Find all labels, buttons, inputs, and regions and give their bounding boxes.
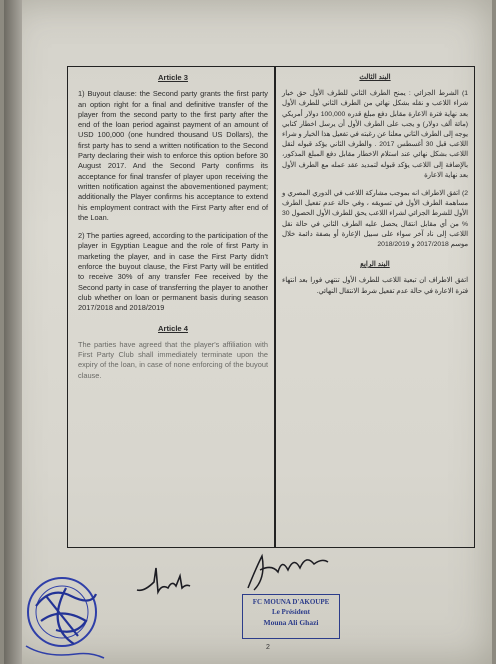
stamp-title: Le Président	[272, 608, 310, 616]
arabic-article-4-heading: البند الرابع	[360, 261, 390, 269]
club-president-stamp	[242, 594, 340, 639]
document-page	[4, 0, 492, 664]
arabic-article-4-text: اتفق الاطراف ان تبعية اللاعب للطرف الأول تنتهي فورا بعد انتهاء فترة الاعارة في حالة عدم تفعيل شرط الانتقال النهائي.	[282, 277, 468, 295]
contract-table	[67, 66, 475, 548]
page-binding-edge	[4, 0, 22, 664]
arabic-article-3-heading: البند الثالث	[359, 74, 391, 81]
arabic-article-3-clause-1: 1) الشرط الجزائي : يمنح الطرف الثاني للطرف الأول حق خيار شراء اللاعب و نقله بشكل نهائي من الطرف الثاني للطرف الأول بعد نهاية فترة الاعارة مقابل دفع مبلغ قدره 100,000 دولار أمريكي (مائة ألف دولار) و يجب على الطرف الأول أن يرسل اخطار كتابي يوجه إلى الطرف الثاني معلنا عن رغبته في تفعيل هذا الخيار و شراء اللاعب قبل 30 أغسطس 2017 . والطرف الثاني يؤكد قبوله لنقل اللاعب بشكل نهائي عند استلام الاخطار مقابل دفع المبلغ المذكور، بالإضافة إلى اللاعب يؤكد قبوله لتمديد عقد عمله مع الطرف الأول بعد نهاية الاعارة	[282, 90, 468, 179]
stamp-name: Mouna Ali Ghazi	[263, 618, 319, 627]
signature-1	[132, 562, 192, 602]
article-4-heading: Article 4	[158, 323, 188, 333]
stamp-club-name: FC MOUNA D'AKOUPE	[252, 598, 330, 606]
english-column	[68, 67, 274, 547]
page-number: 2	[266, 644, 270, 651]
arabic-column	[276, 67, 476, 547]
article-3-clause-2: 2) The parties agreed, according to the participation of the player in Egyptian League and the role of first Party in marketing the player, and in case the First Party didn't enforce the buyout clause, the First Party will be entitled to receive 30% of any transfer Fee received by the Second party in case of transferring the player to another club whether on loan or permanent basis during season 2017/2018 and 2018/2019	[78, 231, 268, 313]
article-3-clause-1: 1) Buyout clause: the Second party grants the first party an option right for a final and definitive transfer of the player from the second party to the first party after the end of the loan period against payment of an amount of USD 100,000 (one hundred thousand US Dollars), the first party has to send a written notification to the Second Party declaring their wish to enforce this option before 30 August 2017. And the Second Party confirms its acceptance for final transfer of player upon receiving the written notification against the abovementioned payment; additionally the Player confirms his acceptance to extend his employment contract with the First Party after end of the Loan.	[78, 89, 268, 222]
arabic-article-3-clause-2: 2) اتفق الاطراف انه بموجب مشاركة اللاعب في الدوري المصري و مساهمة الطرف الأول في تسويقه ، وفي حالة عدم تفعيل الطرف الأول للشرط الجزائي لشراء اللاعب يحق للطرف الأول الحصول 30 % من أي مقابل انتقال يحصل عليه الطرف الثاني في حالة نقل اللاعب إلى ناد آخر سواء على سبيل الإعارة أو بصفة دائمة خلال موسم 2017/2018 و 2018/2019	[282, 190, 468, 249]
club-seal-signature	[16, 566, 111, 664]
signature-2	[242, 548, 332, 598]
article-4-text: The parties have agreed that the player's affiliation with First Party Club shall immediately terminate upon the expiry of the loan, in case of none enforcing of the buyout clause.	[78, 339, 268, 380]
article-3-heading: Article 3	[158, 73, 188, 82]
